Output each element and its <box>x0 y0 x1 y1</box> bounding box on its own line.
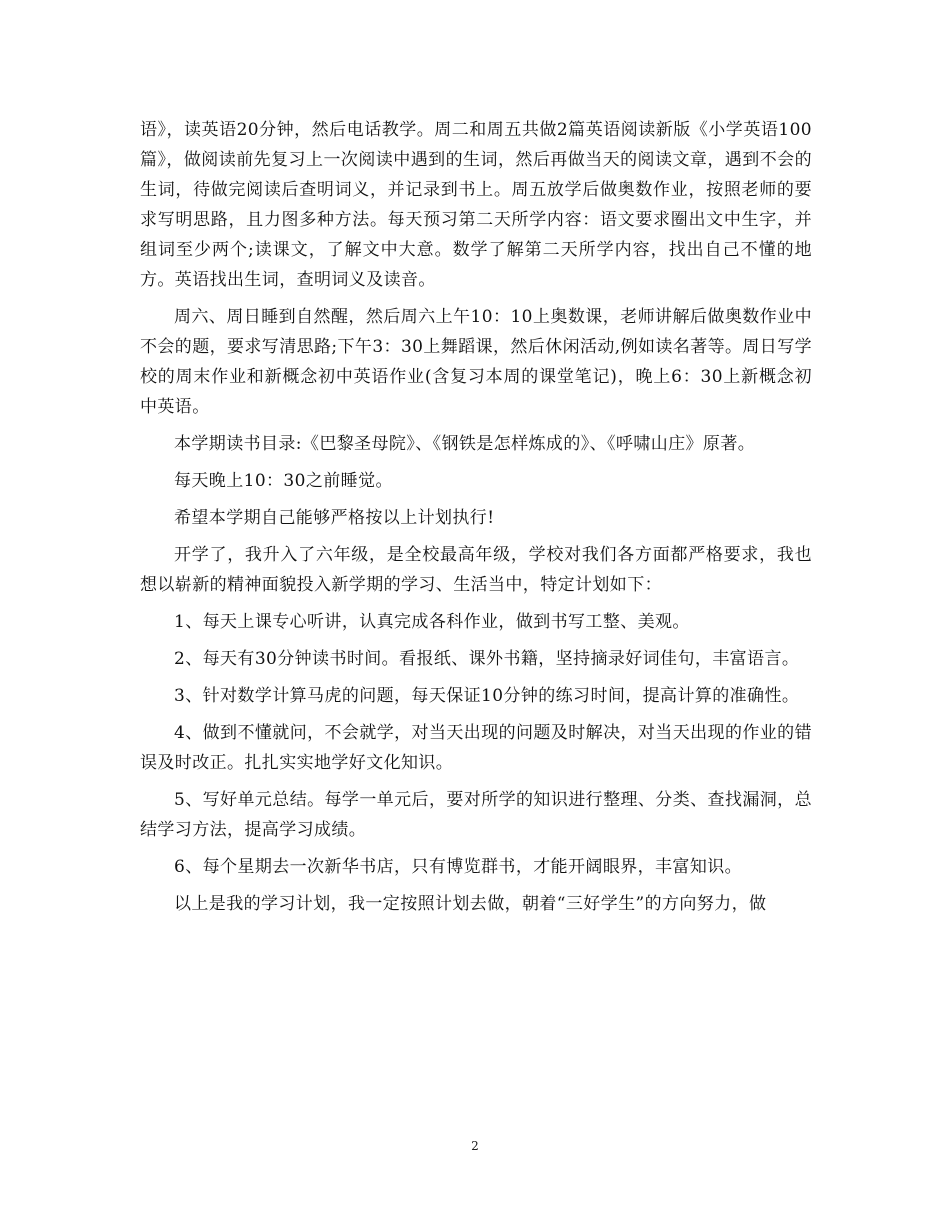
paragraph-conclusion: 以上是我的学习计划，我一定按照计划去做，朝着“三好学生”的方向努力，做 <box>174 894 767 914</box>
list-item-4: 4、做到不懂就问，不会就学，对当天出现的问题及时解决，对当天出现的作业的错误及时改正。扎扎实实地学好文化知识。 <box>140 723 812 773</box>
list-item-6: 6、每个星期去一次新华书店，只有博览群书，才能开阔眼界，丰富知识。 <box>174 857 743 877</box>
paragraph-intro: 开学了，我升入了六年级，是全校最高年级，学校对我们各方面都严格要求，我也想以崭新的精神面貌投入新学期的学习、生活当中，特定计划如下： <box>140 545 812 595</box>
list-item-5: 5、写好单元总结。每学一单元后，要对所学的知识进行整理、分类、查找漏洞，总结学习方法，提高学习成绩。 <box>140 790 812 840</box>
paragraph-weekday-schedule: 语》，读英语20分钟，然后电话教学。周二和周五共做2篇英语阅读新版《小学英语100篇》，做阅读前先复习上一次阅读中遇到的生词，然后再做当天的阅读文章，遇到不会的生词，待做完阅读后查明词义，并记录到书上。周五放学后做奥数作业，按照老师的要求写明思路，且力图多种方法。每天预习第二天所学内容：语文要求圈出文中生字，并组词至少两个;读课文，了解文中大意。数学了解第二天所学内容，找出自己不懂的地方。英语找出生词，查明词义及读音。 <box>140 120 812 290</box>
paragraph-reading-list: 本学期读书目录:《巴黎圣母院》、《钢铁是怎样炼成的》、《呼啸山庄》原著。 <box>174 434 756 454</box>
page-number: 2 <box>471 1139 479 1153</box>
list-item-1: 1、每天上课专心听讲，认真完成各科作业，做到书写工整、美观。 <box>174 612 690 632</box>
document-body <box>140 115 812 926</box>
paragraph-weekend-schedule: 周六、周日睡到自然醒，然后周六上午10：10上奥数课，老师讲解后做奥数作业中不会的题，要求写清思路;下午3：30上舞蹈课，然后休闲活动,例如读名著等。周日写学校的周末作业和新概念初中英语作业(含复习本周的课堂笔记)，晚上6：30上新概念初中英语。 <box>140 307 812 417</box>
paragraph-bedtime: 每天晚上10：30之前睡觉。 <box>174 471 393 491</box>
list-item-3: 3、针对数学计算马虎的问题，每天保证10分钟的练习时间，提高计算的准确性。 <box>174 686 800 706</box>
list-item-2: 2、每天有30分钟读书时间。看报纸、课外书籍，坚持摘录好词佳句，丰富语言。 <box>174 649 800 669</box>
paragraph-hope: 希望本学期自己能够严格按以上计划执行! <box>174 508 495 528</box>
